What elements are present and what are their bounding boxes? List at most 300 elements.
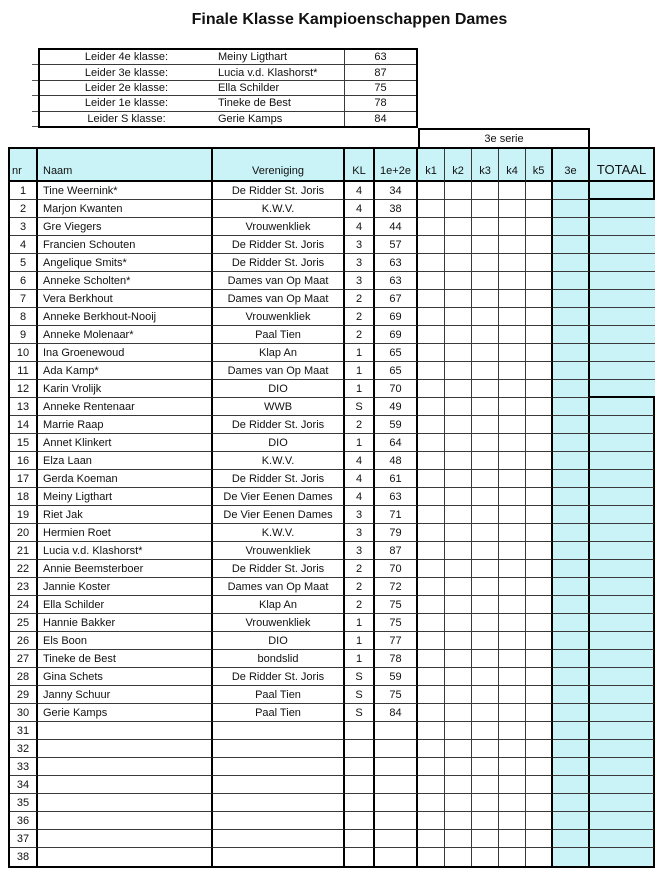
cell-naam <box>38 794 213 812</box>
cell-e1e2 <box>375 722 418 740</box>
cell-k3 <box>472 650 499 668</box>
table-row <box>10 416 655 434</box>
cell-kl <box>345 740 375 758</box>
cell-naam: Karin Vrolijk <box>38 380 213 398</box>
cell-naam: Tine Weernink* <box>38 182 213 200</box>
table-row <box>10 830 655 848</box>
cell-naam: Anneke Molenaar* <box>38 326 213 344</box>
cell-naam <box>38 758 213 776</box>
leaders-table <box>38 48 418 128</box>
cell-k1 <box>418 578 445 596</box>
cell-vereniging <box>213 758 345 776</box>
cell-totaal <box>590 380 655 398</box>
cell-k5 <box>526 560 553 578</box>
cell-k4 <box>499 272 526 290</box>
cell-vereniging: K.W.V. <box>213 452 345 470</box>
cell-k3 <box>472 848 499 866</box>
cell-naam: Gerda Koeman <box>38 470 213 488</box>
cell-k1 <box>418 758 445 776</box>
cell-3e <box>553 218 590 236</box>
cell-totaal <box>590 830 655 848</box>
cell-vereniging: De Ridder St. Joris <box>213 236 345 254</box>
cell-3e <box>553 632 590 650</box>
cell-k2 <box>445 218 472 236</box>
cell-3e <box>553 254 590 272</box>
cell-totaal <box>590 452 655 470</box>
cell-k5 <box>526 668 553 686</box>
cell-naam <box>38 848 213 866</box>
cell-totaal <box>590 560 655 578</box>
cell-vereniging <box>213 722 345 740</box>
cell-totaal <box>590 686 655 704</box>
cell-e1e2: 70 <box>375 560 418 578</box>
cell-3e <box>553 200 590 218</box>
cell-k4 <box>499 722 526 740</box>
table-row <box>10 524 655 542</box>
cell-e1e2 <box>375 740 418 758</box>
cell-k3 <box>472 308 499 326</box>
cell-3e <box>553 398 590 416</box>
table-row <box>10 326 655 344</box>
table-row <box>10 848 655 866</box>
cell-vereniging: De Ridder St. Joris <box>213 416 345 434</box>
cell-vereniging: Vrouwenkliek <box>213 308 345 326</box>
table-row <box>10 218 655 236</box>
cell-kl: S <box>345 668 375 686</box>
cell-e1e2: 71 <box>375 506 418 524</box>
cell-totaal <box>590 416 655 434</box>
cell-nr: 31 <box>10 722 38 740</box>
cell-k4 <box>499 794 526 812</box>
cell-totaal <box>590 794 655 812</box>
cell-3e <box>553 560 590 578</box>
cell-e1e2 <box>375 776 418 794</box>
cell-k2 <box>445 200 472 218</box>
cell-totaal <box>590 614 655 632</box>
cell-nr: 37 <box>10 830 38 848</box>
cell-k4 <box>499 416 526 434</box>
cell-k1 <box>418 200 445 218</box>
cell-naam: Els Boon <box>38 632 213 650</box>
cell-kl <box>345 722 375 740</box>
cell-k2 <box>445 542 472 560</box>
cell-k5 <box>526 272 553 290</box>
table-header-row <box>10 149 655 182</box>
column-header-vereniging: Vereniging <box>213 149 345 182</box>
cell-k1 <box>418 722 445 740</box>
cell-e1e2: 38 <box>375 200 418 218</box>
cell-totaal <box>590 650 655 668</box>
table-row <box>10 596 655 614</box>
cell-k5 <box>526 830 553 848</box>
table-row <box>10 614 655 632</box>
cell-e1e2: 70 <box>375 380 418 398</box>
table-row <box>10 434 655 452</box>
cell-k4 <box>499 614 526 632</box>
cell-vereniging <box>213 740 345 758</box>
cell-vereniging: Paal Tien <box>213 704 345 722</box>
cell-k2 <box>445 488 472 506</box>
table-row <box>10 254 655 272</box>
table-row <box>10 344 655 362</box>
table-row <box>10 560 655 578</box>
cell-3e <box>553 704 590 722</box>
cell-totaal <box>590 524 655 542</box>
cell-k1 <box>418 362 445 380</box>
column-header-e1e2: 1e+2e <box>375 149 418 182</box>
results-table <box>8 147 655 868</box>
cell-k2 <box>445 614 472 632</box>
cell-nr: 24 <box>10 596 38 614</box>
cell-vereniging: Klap An <box>213 344 345 362</box>
cell-kl: 1 <box>345 650 375 668</box>
leader-name: Meiny Ligthart <box>213 50 345 64</box>
cell-k1 <box>418 740 445 758</box>
leader-value: 78 <box>374 97 387 110</box>
cell-k5 <box>526 686 553 704</box>
cell-naam: Gina Schets <box>38 668 213 686</box>
cell-vereniging: Klap An <box>213 596 345 614</box>
cell-totaal <box>590 668 655 686</box>
cell-nr: 38 <box>10 848 38 866</box>
leader-name: Lucia v.d. Klashorst* <box>213 65 345 79</box>
cell-k1 <box>418 686 445 704</box>
table-row <box>10 200 655 218</box>
cell-k1 <box>418 254 445 272</box>
cell-k3 <box>472 470 499 488</box>
leader-name: Gerie Kamps <box>213 112 345 126</box>
cell-totaal <box>590 290 655 308</box>
column-header-k4: k4 <box>499 149 526 182</box>
cell-nr: 4 <box>10 236 38 254</box>
cell-k4 <box>499 506 526 524</box>
cell-e1e2: 48 <box>375 452 418 470</box>
cell-k4 <box>499 470 526 488</box>
cell-nr: 23 <box>10 578 38 596</box>
cell-k4 <box>499 542 526 560</box>
cell-nr: 21 <box>10 542 38 560</box>
cell-totaal <box>590 236 655 254</box>
cell-k5 <box>526 632 553 650</box>
cell-k4 <box>499 290 526 308</box>
cell-totaal <box>590 326 655 344</box>
cell-e1e2: 65 <box>375 344 418 362</box>
cell-k1 <box>418 668 445 686</box>
table-row <box>10 740 655 758</box>
cell-k3 <box>472 704 499 722</box>
cell-naam: Hermien Roet <box>38 524 213 542</box>
cell-e1e2: 64 <box>375 434 418 452</box>
cell-e1e2: 79 <box>375 524 418 542</box>
cell-3e <box>553 524 590 542</box>
cell-naam: Angelique Smits* <box>38 254 213 272</box>
cell-vereniging: De Ridder St. Joris <box>213 470 345 488</box>
cell-k5 <box>526 182 553 200</box>
cell-3e <box>553 812 590 830</box>
cell-e1e2: 75 <box>375 614 418 632</box>
cell-k4 <box>499 308 526 326</box>
cell-k5 <box>526 344 553 362</box>
cell-vereniging: WWB <box>213 398 345 416</box>
cell-3e <box>553 722 590 740</box>
cell-nr: 25 <box>10 614 38 632</box>
table-row <box>10 236 655 254</box>
cell-totaal <box>590 254 655 272</box>
cell-naam: Gre Viegers <box>38 218 213 236</box>
cell-k3 <box>472 488 499 506</box>
leader-label: Leider 3e klasse: <box>84 66 169 79</box>
table-row <box>10 542 655 560</box>
table-row <box>10 290 655 308</box>
cell-k3 <box>472 398 499 416</box>
cell-k3 <box>472 776 499 794</box>
cell-nr: 35 <box>10 794 38 812</box>
cell-k4 <box>499 182 526 200</box>
cell-kl: S <box>345 686 375 704</box>
cell-kl: 2 <box>345 560 375 578</box>
cell-nr: 2 <box>10 200 38 218</box>
cell-e1e2: 63 <box>375 254 418 272</box>
cell-k1 <box>418 272 445 290</box>
cell-kl: 4 <box>345 200 375 218</box>
cell-naam: Lucia v.d. Klashorst* <box>38 542 213 560</box>
cell-vereniging: De Vier Eenen Dames <box>213 506 345 524</box>
cell-k4 <box>499 740 526 758</box>
cell-nr: 1 <box>10 182 38 200</box>
cell-3e <box>553 578 590 596</box>
cell-k2 <box>445 326 472 344</box>
cell-k2 <box>445 398 472 416</box>
leader-label: Leider 4e klasse: <box>84 51 169 64</box>
cell-3e <box>553 542 590 560</box>
cell-naam: Gerie Kamps <box>38 704 213 722</box>
table-row <box>10 380 655 398</box>
cell-k1 <box>418 542 445 560</box>
column-header-k2: k2 <box>445 149 472 182</box>
table-row <box>10 812 655 830</box>
cell-naam: Anneke Rentenaar <box>38 398 213 416</box>
cell-k3 <box>472 182 499 200</box>
cell-k5 <box>526 452 553 470</box>
cell-k4 <box>499 434 526 452</box>
cell-nr: 7 <box>10 290 38 308</box>
cell-3e <box>553 650 590 668</box>
cell-naam: Francien Schouten <box>38 236 213 254</box>
cell-e1e2: 44 <box>375 218 418 236</box>
cell-3e <box>553 794 590 812</box>
cell-nr: 32 <box>10 740 38 758</box>
column-header-naam: Naam <box>38 149 213 182</box>
cell-e1e2: 49 <box>375 398 418 416</box>
cell-nr: 3 <box>10 218 38 236</box>
cell-vereniging: Vrouwenkliek <box>213 218 345 236</box>
cell-totaal <box>590 470 655 488</box>
cell-3e <box>553 686 590 704</box>
cell-kl: 1 <box>345 614 375 632</box>
cell-k2 <box>445 470 472 488</box>
table-row <box>10 470 655 488</box>
cell-nr: 22 <box>10 560 38 578</box>
table-row <box>10 704 655 722</box>
table-row <box>10 758 655 776</box>
leader-label: Leider 1e klasse: <box>84 97 169 110</box>
cell-kl: 4 <box>345 470 375 488</box>
cell-k2 <box>445 362 472 380</box>
cell-k3 <box>472 614 499 632</box>
cell-e1e2: 77 <box>375 632 418 650</box>
cell-k5 <box>526 524 553 542</box>
cell-nr: 16 <box>10 452 38 470</box>
cell-kl: 2 <box>345 290 375 308</box>
cell-naam: Jannie Koster <box>38 578 213 596</box>
cell-kl: 3 <box>345 236 375 254</box>
cell-k2 <box>445 506 472 524</box>
table-row <box>10 578 655 596</box>
cell-naam: Hannie Bakker <box>38 614 213 632</box>
cell-k3 <box>472 722 499 740</box>
cell-kl <box>345 830 375 848</box>
leader-row <box>40 96 416 111</box>
cell-k3 <box>472 236 499 254</box>
cell-totaal <box>590 740 655 758</box>
cell-k4 <box>499 596 526 614</box>
cell-e1e2: 57 <box>375 236 418 254</box>
cell-k1 <box>418 290 445 308</box>
cell-k2 <box>445 830 472 848</box>
cell-k1 <box>418 488 445 506</box>
cell-nr: 10 <box>10 344 38 362</box>
cell-k5 <box>526 488 553 506</box>
cell-k3 <box>472 290 499 308</box>
cell-kl: 2 <box>345 416 375 434</box>
leader-name: Ella Schilder <box>213 81 345 95</box>
cell-k4 <box>499 686 526 704</box>
cell-e1e2: 78 <box>375 650 418 668</box>
cell-vereniging: Paal Tien <box>213 686 345 704</box>
cell-kl: 3 <box>345 272 375 290</box>
cell-vereniging: DIO <box>213 380 345 398</box>
cell-k4 <box>499 524 526 542</box>
leader-label: Leider 2e klasse: <box>84 82 169 95</box>
cell-k3 <box>472 794 499 812</box>
cell-vereniging <box>213 794 345 812</box>
table-row <box>10 650 655 668</box>
cell-nr: 8 <box>10 308 38 326</box>
cell-k5 <box>526 362 553 380</box>
cell-nr: 5 <box>10 254 38 272</box>
cell-3e <box>553 740 590 758</box>
cell-k5 <box>526 794 553 812</box>
cell-k4 <box>499 578 526 596</box>
cell-k4 <box>499 758 526 776</box>
cell-k4 <box>499 848 526 866</box>
cell-k2 <box>445 650 472 668</box>
cell-k5 <box>526 704 553 722</box>
cell-kl <box>345 776 375 794</box>
cell-k1 <box>418 794 445 812</box>
cell-k4 <box>499 650 526 668</box>
cell-3e <box>553 506 590 524</box>
cell-naam: Anneke Scholten* <box>38 272 213 290</box>
cell-totaal <box>590 848 655 866</box>
cell-3e <box>553 290 590 308</box>
cell-nr: 36 <box>10 812 38 830</box>
column-header-k5: k5 <box>526 149 553 182</box>
cell-totaal <box>590 344 655 362</box>
cell-3e <box>553 452 590 470</box>
cell-naam: Marjon Kwanten <box>38 200 213 218</box>
cell-k1 <box>418 344 445 362</box>
cell-k3 <box>472 830 499 848</box>
cell-k5 <box>526 236 553 254</box>
cell-kl: 3 <box>345 254 375 272</box>
table-row <box>10 776 655 794</box>
cell-k1 <box>418 650 445 668</box>
cell-k5 <box>526 380 553 398</box>
cell-naam: Vera Berkhout <box>38 290 213 308</box>
cell-naam: Ella Schilder <box>38 596 213 614</box>
cell-vereniging: De Vier Eenen Dames <box>213 488 345 506</box>
leader-value: 84 <box>374 112 387 125</box>
cell-vereniging: Paal Tien <box>213 326 345 344</box>
cell-vereniging <box>213 812 345 830</box>
cell-kl: 1 <box>345 344 375 362</box>
cell-k4 <box>499 452 526 470</box>
cell-k4 <box>499 218 526 236</box>
cell-k2 <box>445 560 472 578</box>
cell-nr: 20 <box>10 524 38 542</box>
cell-e1e2: 69 <box>375 326 418 344</box>
cell-naam: Tineke de Best <box>38 650 213 668</box>
cell-naam: Janny Schuur <box>38 686 213 704</box>
cell-vereniging: De Ridder St. Joris <box>213 254 345 272</box>
cell-naam <box>38 830 213 848</box>
cell-k1 <box>418 830 445 848</box>
cell-k1 <box>418 308 445 326</box>
cell-e1e2 <box>375 830 418 848</box>
table-row <box>10 686 655 704</box>
cell-3e <box>553 758 590 776</box>
cell-kl: 1 <box>345 380 375 398</box>
cell-vereniging: Vrouwenkliek <box>213 542 345 560</box>
cell-k1 <box>418 326 445 344</box>
cell-kl: 1 <box>345 632 375 650</box>
cell-k2 <box>445 848 472 866</box>
cell-k4 <box>499 344 526 362</box>
table-row <box>10 632 655 650</box>
cell-naam <box>38 740 213 758</box>
cell-k2 <box>445 812 472 830</box>
cell-3e <box>553 596 590 614</box>
cell-vereniging <box>213 830 345 848</box>
cell-e1e2: 69 <box>375 308 418 326</box>
cell-k5 <box>526 290 553 308</box>
cell-totaal <box>590 704 655 722</box>
column-header-kl: KL <box>345 149 375 182</box>
cell-k1 <box>418 452 445 470</box>
cell-k2 <box>445 380 472 398</box>
cell-3e <box>553 668 590 686</box>
cell-k1 <box>418 848 445 866</box>
cell-3e <box>553 380 590 398</box>
cell-kl <box>345 758 375 776</box>
cell-naam: Ada Kamp* <box>38 362 213 380</box>
cell-k1 <box>418 416 445 434</box>
cell-kl: 3 <box>345 524 375 542</box>
cell-k3 <box>472 812 499 830</box>
cell-k1 <box>418 776 445 794</box>
cell-totaal <box>590 722 655 740</box>
